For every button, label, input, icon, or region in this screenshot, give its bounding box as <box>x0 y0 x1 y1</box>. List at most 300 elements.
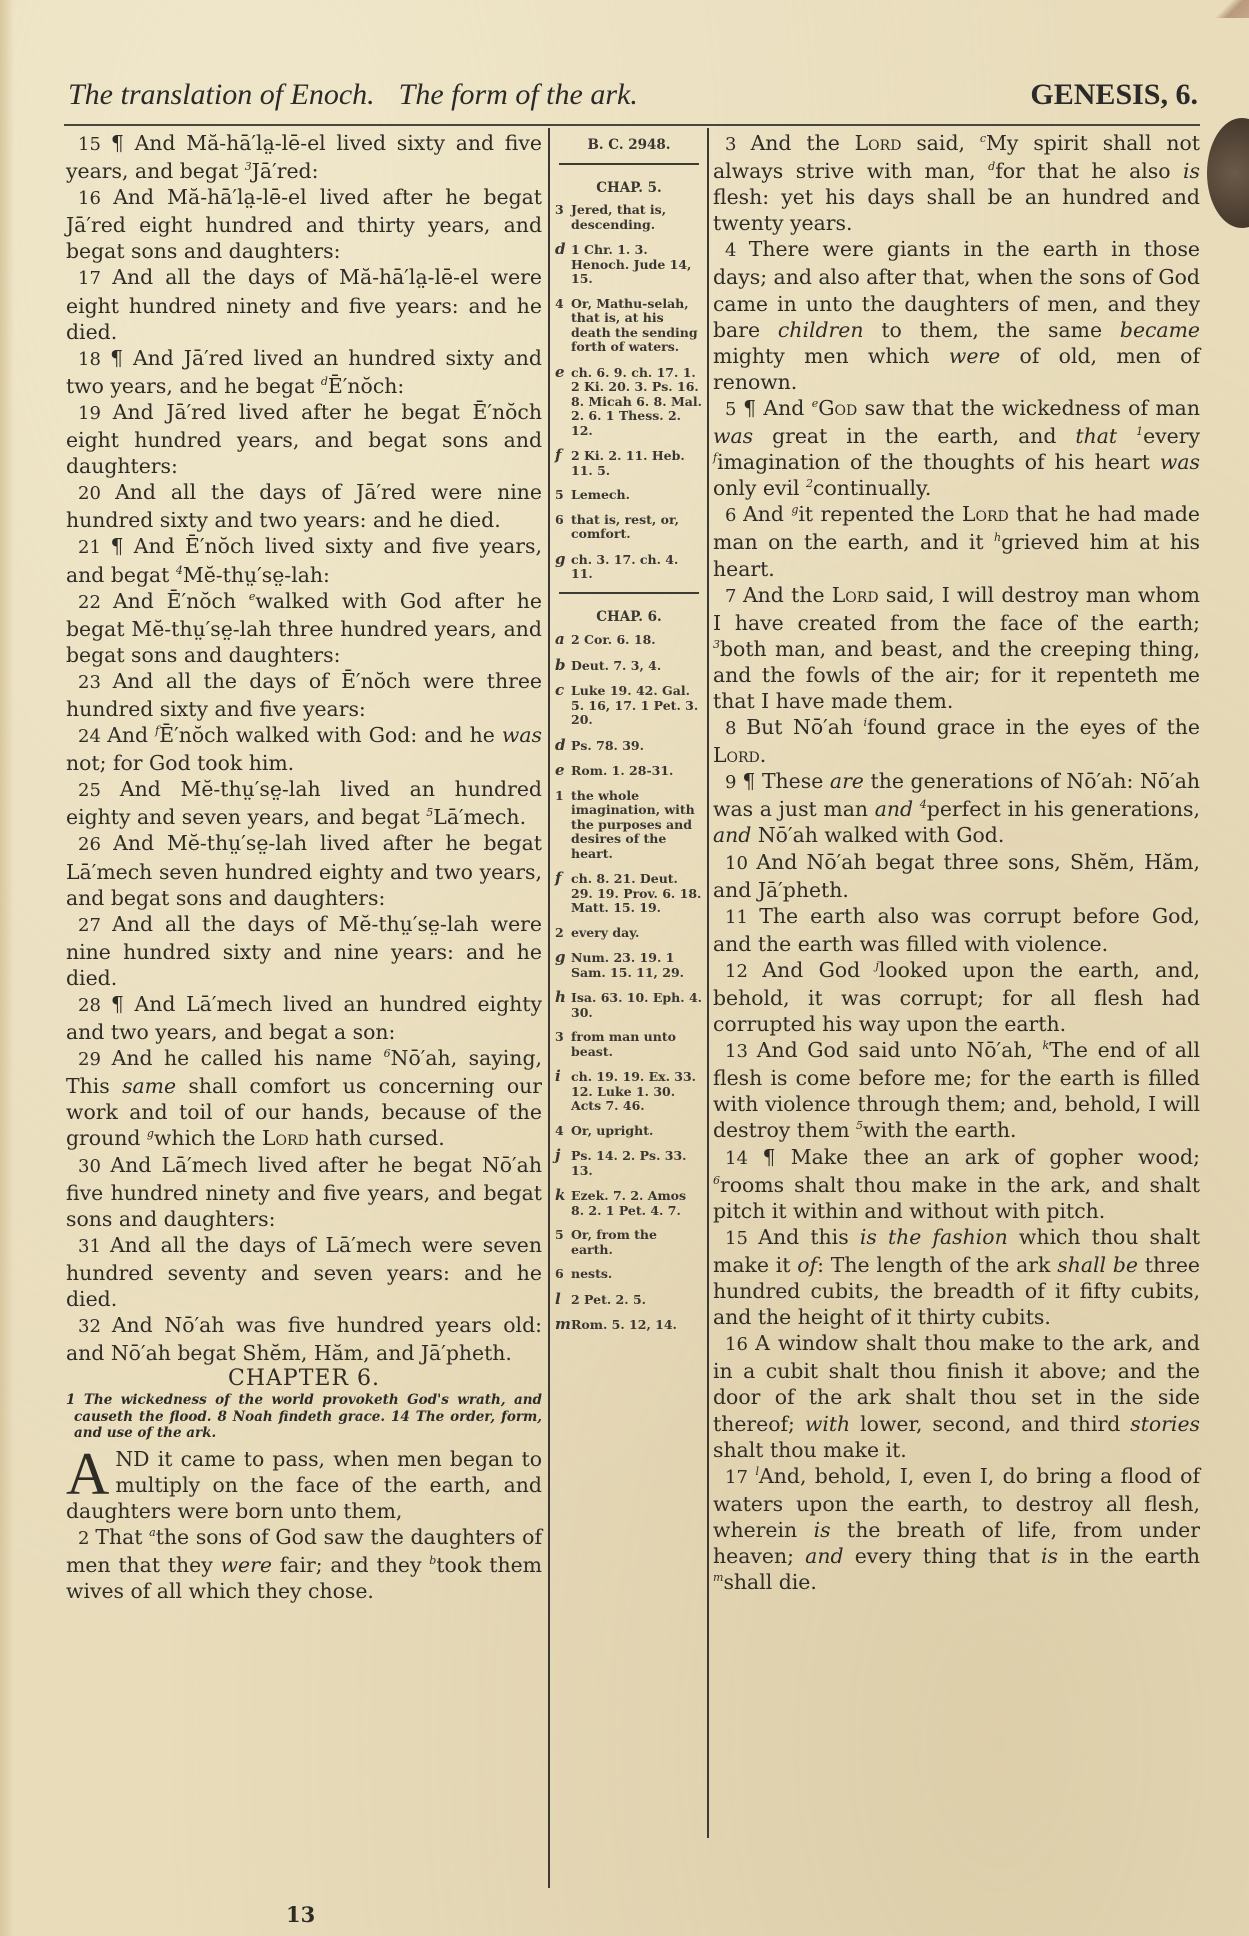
verse-text: walked with God after he begat Mĕ-thṳ′se̤-lah three hundred years, and begat sons and daughters: <box>66 588 542 667</box>
verse-text: continually. <box>813 476 932 501</box>
verse <box>713 1224 1200 1330</box>
verse-text: And the <box>742 582 832 607</box>
verse-number: 16 <box>725 1334 756 1356</box>
note-key: 2 <box>555 924 564 940</box>
italic-supplied-word: is the fashion <box>859 1224 1008 1249</box>
italic-supplied-word: that <box>1075 424 1118 449</box>
verse-text: the sons of God saw the daughters of men that they <box>66 1525 542 1578</box>
chap5-notes <box>555 203 703 582</box>
note-key: e <box>555 362 565 381</box>
margin-note <box>555 655 703 674</box>
page-corner-tear <box>1209 0 1249 18</box>
note-key: f <box>555 869 562 887</box>
margin-note <box>555 763 703 779</box>
verse-number: 4 <box>725 240 749 262</box>
margin-note <box>555 297 703 355</box>
verse-text: every thing that <box>843 1543 1042 1568</box>
page-edge <box>0 0 14 1936</box>
margin-note <box>555 1317 703 1333</box>
verse-text: great in the earth, and <box>753 424 1076 449</box>
verse-text: And all the days of Lā′mech were seven hundred seventy and seven years: and he died. <box>66 1232 542 1312</box>
verse-text: found grace in the eyes of the <box>867 715 1200 740</box>
margin-note <box>555 1228 703 1257</box>
chapter-heading: CHAPTER 6. <box>228 1366 380 1392</box>
margin-note <box>555 632 703 648</box>
verse-text: Make thee an ark of gopher wood; <box>790 1144 1200 1169</box>
note-text: Rom. 1. 28-31. <box>571 763 674 778</box>
verse-text: . <box>759 743 767 768</box>
note-text: Deut. 7. 3, 4. <box>571 657 662 673</box>
verse-number: 23 <box>78 671 113 693</box>
verse-number: 19 <box>78 402 113 424</box>
verse-text: both man, and beast, and the creeping thing, and the fowls of the air; for it repenteth me that I have made them. <box>713 636 1200 713</box>
reference-mark: 6 <box>713 1173 720 1187</box>
verse-text: And all the days of Jā′red were nine hundred sixty and two years: and he died. <box>66 480 542 533</box>
genesis-5-verses <box>66 130 542 1366</box>
verse-text: the breath of life, from under heaven; <box>713 1517 1200 1568</box>
verse <box>713 1037 1200 1143</box>
margin-note <box>555 1188 703 1218</box>
note-key: 5 <box>555 1227 564 1242</box>
italic-supplied-word: was <box>713 424 754 449</box>
italic-supplied-word: was <box>1159 450 1200 475</box>
verse-text: of old, men of renown. <box>713 343 1200 394</box>
verse-number: 9 <box>725 772 743 794</box>
small-caps-word: Lord <box>831 582 879 607</box>
verse-number: 32 <box>78 1316 112 1338</box>
chap6-heading: CHAP. 6. <box>596 608 662 625</box>
reference-mark: 6 <box>383 1047 391 1061</box>
verse-number: 7 <box>725 585 743 607</box>
reference-mark: f <box>155 724 160 738</box>
note-text: ch. 3. 17. ch. 4. 11. <box>571 551 679 581</box>
note-key: b <box>555 655 566 674</box>
note-key: 4 <box>555 295 564 311</box>
verse <box>66 722 542 776</box>
note-key: e <box>555 761 565 779</box>
italic-supplied-word: are <box>829 769 864 794</box>
note-key: f <box>555 446 562 464</box>
margin-note <box>555 926 703 941</box>
verse-text: Jā′red: <box>251 159 319 184</box>
margin-note <box>555 448 703 478</box>
verse-text: And all the days of Mă-hā′la̤-lē-el were eight hundred ninety and five years: and he died. <box>66 265 542 344</box>
verse-number: 20 <box>78 483 116 505</box>
note-text: Jered, that is, descending. <box>571 202 667 232</box>
margin-note <box>555 549 703 582</box>
reference-mark: e <box>811 397 819 411</box>
verse-text: That <box>95 1525 150 1550</box>
margin-rule <box>559 163 699 165</box>
note-key: 6 <box>555 511 564 527</box>
reference-mark: b <box>429 1554 437 1568</box>
note-text: Rom. 5. 12, 14. <box>571 1317 677 1332</box>
verse-text: There were giants in the earth in those days; and also after that, when the sons of God came in unto the daughters of men, and they bare <box>713 237 1200 342</box>
margin-note <box>555 1124 703 1139</box>
margin-note <box>555 362 703 439</box>
italic-supplied-word: became <box>1119 317 1200 342</box>
verse-text: And <box>763 395 812 420</box>
verse-text: hath cursed. <box>308 1126 445 1151</box>
note-text: 2 Pet. 2. 5. <box>571 1291 646 1307</box>
left-text-column <box>66 130 542 1604</box>
reference-mark: i <box>863 716 868 730</box>
margin-note <box>555 513 703 542</box>
verse-number: 30 <box>78 1155 111 1177</box>
note-key: m <box>555 1315 571 1333</box>
margin-rule <box>559 592 699 594</box>
verse-number: 2 <box>78 1528 96 1550</box>
note-key: 6 <box>555 1266 564 1281</box>
verse-text: ND it came to pass, when men began to multiply on the face of the earth, and daughters were born unto them, <box>66 1446 542 1523</box>
reference-mark: a <box>149 1526 156 1540</box>
verse-text: Nō′ah, saying, This <box>66 1046 542 1099</box>
verse-number: 5 <box>725 398 744 420</box>
drop-cap: A <box>66 1440 110 1507</box>
verse-text: that he had made man on the earth, and it <box>713 502 1200 555</box>
verse-number: 17 <box>725 1466 756 1488</box>
verse-number: 10 <box>725 852 757 874</box>
reference-mark: 3 <box>713 637 720 651</box>
verse-text: saw that the wickedness of man <box>857 395 1200 420</box>
note-text: Luke 19. 42. Gal. 5. 16, 17. 1 Pet. 3. 20. <box>571 683 699 727</box>
running-header <box>68 78 1198 120</box>
marginal-references <box>555 138 703 1343</box>
column-divider-right <box>707 128 709 1838</box>
verse-text: the generations of Nō′ah: Nō′ah was a just man <box>713 769 1200 822</box>
verse <box>66 588 542 668</box>
verse-number: 25 <box>78 780 120 802</box>
verse <box>713 395 1200 501</box>
verse-text: fair; and they <box>271 1553 430 1578</box>
reference-mark: l <box>755 1464 760 1478</box>
chap6-notes <box>555 632 703 1333</box>
verse-text: shall die. <box>723 1570 817 1595</box>
verse-text: said, I will destroy man whom I have created from the face of the earth; <box>713 582 1200 635</box>
verse-number: 27 <box>78 914 113 936</box>
verse-text: My spirit shall not always strive with man, <box>713 131 1200 184</box>
chapter-summary: 1 The wickedness of the world provoketh God's wrath, and causeth the flood. 8 Noah findeth grace. 14 The order, form, and use of the ark. <box>66 1392 542 1442</box>
verse-text: it repented the <box>798 502 962 527</box>
italic-supplied-word: of <box>797 1252 818 1277</box>
margin-note <box>555 1148 703 1178</box>
verse-number: 11 <box>725 906 760 928</box>
verse-number: 3 <box>725 134 751 155</box>
verse-number: 21 <box>78 537 111 559</box>
verse-number: 12 <box>725 960 763 982</box>
reference-mark: g <box>791 503 799 517</box>
note-text: the whole imagination, with the purposes and desires of the heart. <box>571 787 695 861</box>
verse <box>713 1144 1200 1224</box>
small-caps-word: Lord <box>261 1126 309 1151</box>
date-note: B. C. 2948. <box>587 137 671 153</box>
verse-text: And the <box>750 131 855 155</box>
verse <box>66 130 542 184</box>
reference-mark: 4 <box>919 798 927 812</box>
note-key: 5 <box>555 487 564 502</box>
verse-text: took them wives of all which they chose. <box>66 1553 542 1604</box>
verse-text: And Mă-hā′la̤-lē-el lived after he begat Jā′red eight hundred and thirty years, and begat sons and daughters: <box>66 185 542 264</box>
verse-text: shall comfort us concerning our work and toil of our hands, because of the ground <box>66 1074 543 1151</box>
verse-text: rooms shalt thou make in the ark, and shalt pitch it within and without with pitch. <box>713 1172 1200 1223</box>
pilcrow-mark: ¶ <box>110 345 133 370</box>
italic-supplied-word: were <box>948 343 1001 368</box>
italic-supplied-word: and <box>874 797 914 822</box>
verse <box>66 345 542 399</box>
verse-text: : The length of the ark <box>817 1252 1058 1277</box>
note-key: j <box>555 1146 561 1164</box>
verse-text: said, <box>901 131 980 155</box>
note-text: 2 Ki. 2. 11. Heb. 11. 5. <box>571 448 685 478</box>
italic-supplied-word: stories <box>1130 1411 1200 1436</box>
verse <box>66 830 542 910</box>
reference-mark: e <box>248 589 256 603</box>
italic-supplied-word: is <box>1041 1543 1059 1568</box>
note-key: l <box>555 1289 561 1308</box>
verse-text: And Jā′red lived an hundred sixty and two years, and he begat <box>66 345 542 398</box>
margin-note <box>555 735 703 754</box>
verse-text: And Jā′red lived after he begat Ē′nŏch eight hundred years, and begat sons and daughters: <box>66 399 542 479</box>
note-key: i <box>555 1067 561 1085</box>
margin-note <box>555 950 703 980</box>
verse-number: 14 <box>725 1147 763 1169</box>
small-caps-word: Lord <box>854 131 902 155</box>
verse <box>713 236 1200 395</box>
note-text: 2 Cor. 6. 18. <box>571 632 656 647</box>
note-text: Lemech. <box>571 487 630 502</box>
italic-supplied-word: and <box>713 823 752 848</box>
verse-text: And God <box>762 957 876 982</box>
italic-supplied-word: were <box>220 1553 272 1578</box>
verse-text: not; for God took him. <box>66 751 295 776</box>
thumb-index-tab[interactable] <box>1207 118 1249 228</box>
verse <box>66 533 542 587</box>
verse-text: The end of all flesh is come before me; for the earth is filled with violence through them; and, behold, I will destroy them <box>713 1038 1200 1143</box>
note-text: Ezek. 7. 2. Amos 8. 2. 1 Pet. 4. 7. <box>571 1188 687 1218</box>
verse-text: And all the days of Mĕ-thṳ′se̤-lah were nine hundred sixty and nine years: and he died. <box>66 911 542 990</box>
note-key: a <box>555 630 565 648</box>
note-key: g <box>555 549 566 568</box>
italic-supplied-word: was <box>501 723 542 748</box>
note-key: 4 <box>555 1122 564 1138</box>
note-key: d <box>555 240 566 258</box>
reference-mark: k <box>1042 1039 1050 1053</box>
verse <box>66 1045 542 1151</box>
verse <box>66 479 542 533</box>
chap5-heading: CHAP. 5. <box>596 179 662 196</box>
margin-note <box>555 683 703 728</box>
pilcrow-mark: ¶ <box>742 769 762 794</box>
verse <box>66 776 542 830</box>
pilcrow-mark: ¶ <box>110 534 134 559</box>
verse-text: flesh: yet his days shall be an hundred and twenty years. <box>713 185 1200 236</box>
margin-note <box>555 1030 703 1059</box>
note-text: Or, Mathu-selah, that is, at his death the sending forth of waters. <box>571 295 698 354</box>
verse-number: 17 <box>78 268 113 290</box>
italic-supplied-word: shall be <box>1057 1252 1138 1277</box>
verse <box>713 957 1200 1037</box>
verse-number: 24 <box>78 726 108 748</box>
verse-text: Mĕ-thṳ′se̤-lah: <box>182 562 330 587</box>
verse-number: 15 <box>78 134 111 155</box>
verse-text: A window shalt thou make to the ark, and in a cubit shalt thou finish it above; and the door of the ark shalt thou set in the side thereof; <box>713 1331 1200 1436</box>
note-text: Num. 23. 19. 1 Sam. 15. 11, 29. <box>571 950 685 980</box>
note-key: d <box>555 735 566 754</box>
verse-number: 15 <box>725 1227 759 1249</box>
verse <box>713 501 1200 581</box>
header-middle-title: The form of the ark. <box>398 78 638 111</box>
note-text: Ps. 78. 39. <box>571 737 644 753</box>
verse <box>713 1463 1200 1595</box>
margin-note <box>555 242 703 287</box>
verse <box>66 991 542 1045</box>
verse <box>66 911 542 991</box>
verse <box>713 714 1200 768</box>
verse-text: And all the days of Ē′nŏch were three hundred sixty and five years: <box>66 668 542 721</box>
verse-text: which the <box>153 1126 262 1151</box>
note-key: 3 <box>555 202 564 217</box>
right-text-column <box>713 130 1200 1595</box>
verse-number: 13 <box>725 1041 757 1063</box>
verse-number: 16 <box>78 188 114 210</box>
verse <box>66 264 542 344</box>
verse-text: to them, the same <box>863 317 1120 342</box>
note-text: that is, rest, or, comfort. <box>571 511 679 541</box>
verse-text: And Mĕ-thṳ′se̤-lah lived after he begat Lā′mech seven hundred eighty and two years, and begat sons and daughters: <box>66 831 542 910</box>
note-key: h <box>555 988 566 1006</box>
verse <box>713 582 1200 714</box>
note-text: every day. <box>571 924 640 940</box>
small-caps-word: Lord <box>961 502 1009 527</box>
reference-mark: d <box>320 375 328 389</box>
reference-mark: 5 <box>426 806 434 820</box>
reference-mark: c <box>979 132 987 146</box>
note-key: 3 <box>555 1029 564 1044</box>
reference-mark: h <box>994 531 1002 545</box>
verse <box>713 130 1200 236</box>
italic-supplied-word: same <box>122 1074 177 1099</box>
verse-text: Ē′nŏch walked with God: and he <box>159 723 502 748</box>
pilcrow-mark: ¶ <box>743 395 764 420</box>
margin-note <box>555 1267 703 1282</box>
verse-6-1 <box>66 1440 542 1524</box>
italic-supplied-word: children <box>777 317 864 342</box>
reference-mark: f <box>713 451 718 465</box>
verse <box>713 1330 1200 1462</box>
verse-text: The earth also was corrupt before God, and the earth was filled with violence. <box>713 903 1200 956</box>
verse-text: shalt thou make it. <box>713 1437 907 1462</box>
verse-text: lower, second, and third <box>850 1411 1131 1436</box>
reference-mark: g <box>146 1127 154 1141</box>
italic-supplied-word: and <box>805 1543 844 1568</box>
pilcrow-mark: ¶ <box>762 1144 791 1169</box>
verse-text: And <box>107 723 156 748</box>
verse-number: 29 <box>78 1049 112 1071</box>
header-left-title: The translation of Enoch. <box>68 78 375 111</box>
margin-note <box>555 990 703 1020</box>
note-key: c <box>555 681 565 699</box>
margin-note <box>555 871 703 916</box>
genesis-6-verses <box>713 130 1200 1595</box>
note-text: Ps. 14. 2. Ps. 33. 13. <box>571 1148 687 1178</box>
verse-text: every <box>1143 424 1201 449</box>
verse <box>66 184 542 264</box>
verse-text <box>913 797 920 821</box>
verse <box>713 768 1200 848</box>
italic-supplied-word: with <box>804 1411 851 1436</box>
pilcrow-mark: ¶ <box>110 992 135 1016</box>
verse-number: 22 <box>78 591 113 613</box>
verse-text: And Nō′ah begat three sons, Shĕm, Hăm, and Jā′pheth. <box>713 849 1200 902</box>
verse-text: perfect in his generations, <box>926 797 1201 822</box>
verse-text: grieved him at his heart. <box>713 530 1200 581</box>
verse <box>713 849 1200 903</box>
reference-mark: 5 <box>856 1119 864 1133</box>
verse-text: And Nō′ah was five hundred years old: and Nō′ah begat Shĕm, Hăm, and Jā′pheth. <box>66 1313 542 1366</box>
verse <box>66 399 542 479</box>
note-key: k <box>555 1186 566 1204</box>
column-divider-left <box>548 128 550 1888</box>
verse-text: looked upon the earth, and, behold, it was corrupt; for all flesh had corrupted his way upon the earth. <box>713 957 1200 1037</box>
verse-text: Lā′mech. <box>433 805 527 830</box>
note-key: g <box>555 948 566 966</box>
margin-note <box>555 488 703 503</box>
note-text: ch. 8. 21. Deut. 29. 19. Prov. 6. 18. Matt. 15. 19. <box>571 871 702 915</box>
verse-text: And Ē′nŏch lived sixty and five years, and begat <box>66 534 542 587</box>
italic-supplied-word: is <box>1183 159 1200 184</box>
italic-supplied-word: is <box>813 1517 831 1542</box>
verse-text: And <box>743 502 792 527</box>
verse-number: 8 <box>725 718 747 740</box>
note-text: from man unto beast. <box>571 1029 676 1059</box>
note-text: 1 Chr. 1. 3. Henoch. Jude 14, 15. <box>571 242 692 286</box>
reference-mark: 2 <box>806 477 814 491</box>
note-text: Isa. 63. 10. Eph. 4. 30. <box>571 990 702 1020</box>
verse-text: with the earth. <box>863 1118 1017 1143</box>
page-number: 13 <box>286 1902 316 1927</box>
small-caps-word: Lord <box>713 743 760 768</box>
verse-text: And Mă-hā′la̤-lē-el lived sixty and five years, and begat <box>66 131 542 184</box>
margin-note <box>555 1069 703 1114</box>
margin-note <box>555 1289 703 1308</box>
verse-text: And Mĕ-thṳ′se̤-lah lived an hundred eighty and seven years, and begat <box>66 777 542 830</box>
verse-6-2-container <box>66 1524 542 1604</box>
verse-text: in the earth <box>1058 1543 1201 1568</box>
note-text: Or, upright. <box>571 1122 654 1138</box>
verse <box>66 1152 542 1232</box>
verse-number: 26 <box>78 834 114 856</box>
verse-text: imagination of the thoughts of his heart <box>717 450 1160 475</box>
verse-number: 28 <box>78 995 111 1016</box>
verse-text: And Ē′nŏch <box>112 588 249 613</box>
note-key: 1 <box>555 787 564 803</box>
verse-text: for that he also <box>995 159 1183 184</box>
note-text: Or, from the earth. <box>571 1227 657 1257</box>
verse <box>66 668 542 722</box>
verse-text: three hundred cubits, the breadth of it fifty cubits, and the height of it thirty cubits. <box>713 1252 1200 1330</box>
verse-text: And, behold, I, even I, do bring a flood of waters upon the earth, to destroy all flesh, wherein <box>713 1463 1200 1542</box>
note-text: ch. 19. 19. Ex. 33. 12. Luke 1. 30. Acts 7. 46. <box>571 1069 697 1113</box>
verse-number: 31 <box>78 1235 110 1257</box>
reference-mark: j <box>875 959 879 973</box>
verse-text: And this <box>758 1224 860 1249</box>
verse-text: These <box>761 769 830 794</box>
verse-number: 6 <box>725 505 744 527</box>
reference-mark: 1 <box>1136 425 1144 439</box>
margin-note <box>555 789 703 862</box>
header-rule <box>64 124 1200 126</box>
verse-number: 18 <box>78 348 111 370</box>
